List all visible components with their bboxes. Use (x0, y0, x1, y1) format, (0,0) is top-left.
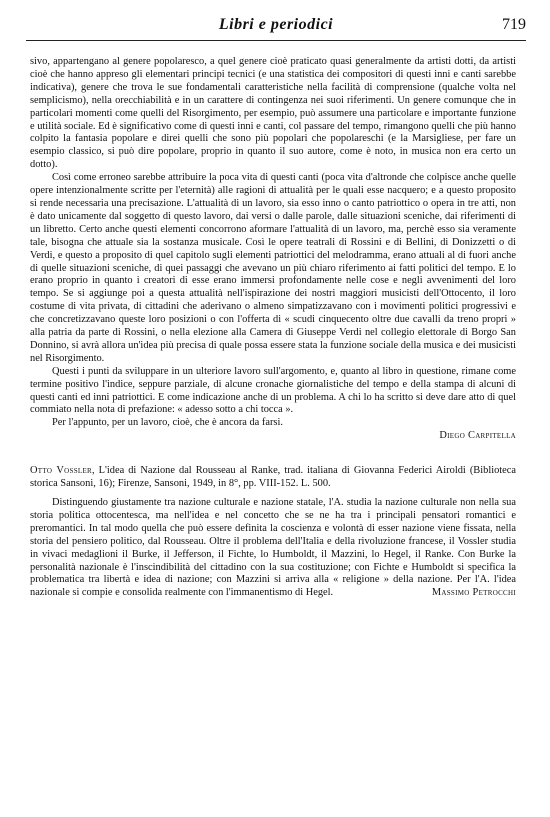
review-bibliographic-details: , L'idea di Nazione dal Rousseau al Ranke, trad. italiana di Giovanna Federici Airoldi (Biblioteca storica Sansoni, 16); Firenze, Sansoni, 1949, in 8°, pp. VIII-152. L. 500. (30, 465, 517, 490)
paragraph: Distinguendo giustamente tra nazione culturale e nazione statale, l'A. studia la nazione culturale non nella sua storia politica ottocentesca, ma nell'idea e nel concetto che se ne ha tra i principali pensatori romantici e preromantici. In tal modo quella che può essere definita la coscienza e volontà di esser nazione viene fissata, nella storia del pensiero politico, dal Rousseau. Oltre il problema dell'Italia e della rivoluzione francese, il Vossler studia in vivaci medaglioni il Burke, il Jefferson, il Fichte, lo Humboldt, il Mazzini, lo Hegel, il Ranke. Con Burke la personalità nazionale è l'inscindibilità del cittadino con la sua costituzione; con Fichte e Humboldt si specifica la problematica tra libertà e idea di nazione; con Mazzini si arriva alla « religione » della nazione. Per l'A. l'idea nazionale si compie e consolida realmente con l'immanentismo di Hegel. (30, 497, 516, 599)
running-header (26, 6, 526, 41)
paragraph: Così come erroneo sarebbe attribuire la poca vita di questi canti (poca vita d'altronde che colpisce anche quelle opere intenzionalmente scritte per l'eternità) alle ragioni di attualità per le quali esse nacquero; e a questo proposito si rende necessaria una precisazione. L'attualità di un lavoro, sia esso inno o canto patriottico o opera in tre atti, non è dato unicamente dal soggetto di questo lavoro, dai versi o dalle parole, dalle situazioni sceniche, dai riferimenti di un libretto. Certo anche questi elementi concorrono aformare l'attualità di un lavoro, ma, perchè esso sia veramente tale, bisogna che attuale sia la sostanza musicale. Così le opere teatrali di Rossini e di Bellini, di Donizzetti o di Verdi, e questo a proposito di quel capitolo sugli elementi patriottici del melodramma, erano attuali al di fuori anche di quelle situazioni sceniche, di quei passaggi che avevano un più chiaro riferimento ai fatti politici del tempo. E lo erano proprio in quanto i creatori di esse erano immersi profondamente nelle cose e negli avvenimenti del loro tempo. Se si aggiunge poi a questa attualità nell'ispirazione dei nostri maggiori musicisti dell'Ottocento, il loro costume di vita privata, di cittadini che aderivano o almeno simpatizzavano con i movimenti politici progressivi e che concretizzavano queste loro posizioni o con l'offerta di « scudi cinquecento oltre due cavalli da treno propri » alla patria da parte di Rossini, o nella elezione alla Camera di Giuseppe Verdi nel collegio elettorale di Borgo San Donnino, si avrà allora un'idea più precisa di quale possa essere stata la funzione sociale della musica e dei musicisti nel Risorgimento. (30, 172, 516, 364)
review-author: Otto Vossler (30, 465, 93, 477)
paragraph: sivo, appartengano al genere popolaresco, a quel genere cioè praticato quasi generalmente da artisti dotti, da artisti cioè che hanno appreso gli elementari principi tecnici (e una statistica dei compositori di questi inni e canti sarebbe indicativa), genere che trova le sue fondamentali caratteristiche nella facilità di comprensione (qualche volta nel semplicismo), nella orecchiabilità e in un carattere di contingenza nei suoi riferimenti. Un genere comunque che in particolari momenti come quelli del Risorgimento, per esempio, può assumere una particolare e importante funzione e utilità sociale. Ed è significativo come di questi inni e canti, col passare del tempo, rimangono quelli che più hanno colpito la fantasia popolare e direi quelli che sono più popolari che popolareschi (e la Marsigliese, per fare un esempio classico, si può dire popolare, proprio in quanto il suo autore, come è noto, in musica non era certo un dotto). (30, 56, 516, 171)
review-heading (30, 465, 516, 491)
paragraph: Questi i punti da sviluppare in un ulteriore lavoro sull'argomento, e, quanto al libro in questione, rimane come termine positivo l'indice, seppure parziale, di alcune cronache giornalistiche del tempo e della stampa di alcuni di questi canti ed inni patriottici. E come indicazione anche di un problema. A chi lo ha scritto si deve dare atto di quel commiato nella nota di prefazione: « adesso sotto a chi tocca ». (30, 365, 516, 416)
review-carpitella (30, 56, 516, 443)
paragraph: Per l'appunto, per un lavoro, cioè, che è ancora da farsi. (52, 417, 283, 429)
review-vossler (30, 465, 516, 600)
article-body (30, 56, 516, 600)
review-signature: Diego Carpitella (439, 430, 516, 442)
review-signature: Massimo Petrocchi (431, 587, 516, 599)
page-number: 719 (502, 16, 526, 33)
running-title: Libri e periodici (218, 16, 334, 33)
